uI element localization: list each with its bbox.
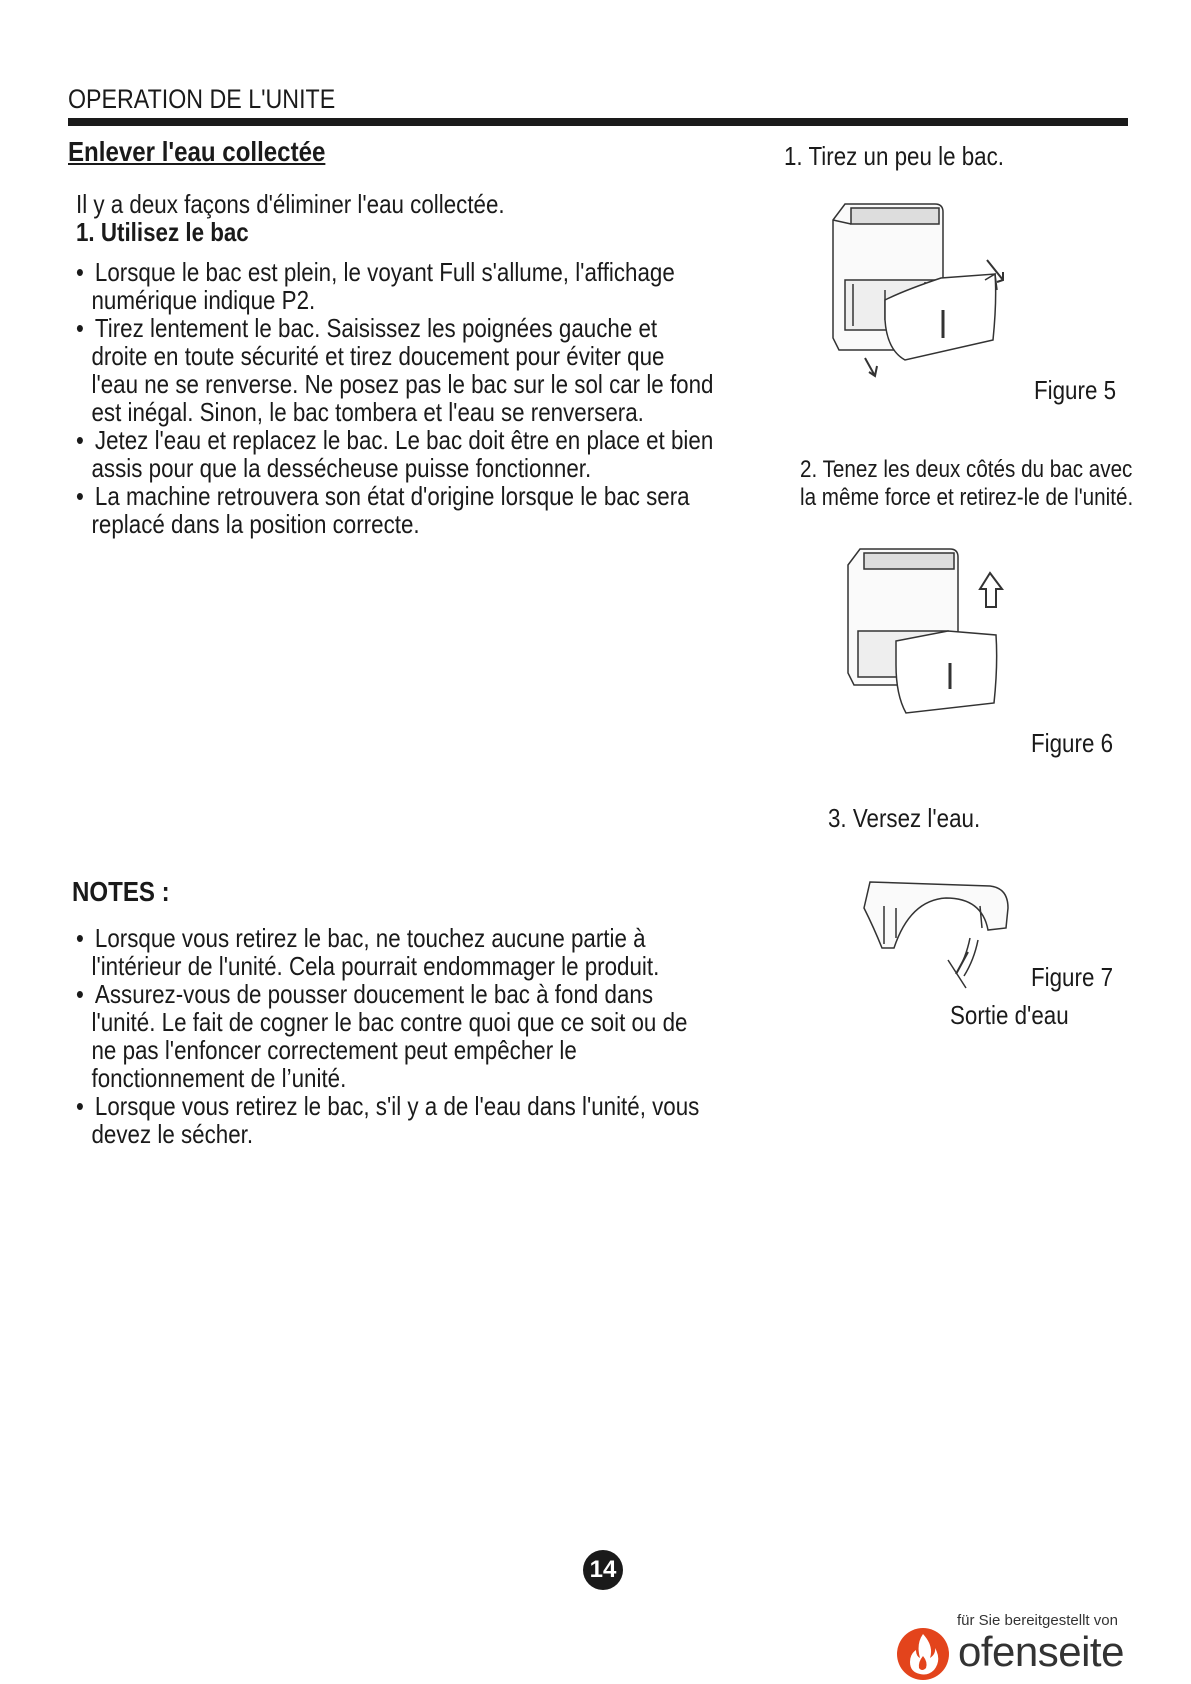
figure-7-label: Figure 7 [1031, 962, 1114, 992]
figure-7-illustration [860, 878, 1020, 998]
bullet-dot: • [76, 481, 84, 511]
step-1-text: 1. Tirez un peu le bac. [784, 141, 1005, 171]
brand-name: ofenseite [958, 1628, 1124, 1675]
flame-logo-icon [894, 1626, 952, 1682]
page-number: 14 [583, 1550, 623, 1590]
water-outlet-label: Sortie d'eau [950, 1000, 1069, 1030]
list-item: • Lorsque vous retirez le bac, ne touchez aucune partie à l'intérieur de l'unité. Cela pourrait endommager le produit. [76, 923, 660, 981]
figure-5-illustration [825, 200, 1025, 380]
bullet-dot: • [76, 313, 84, 343]
bullet-dot: • [76, 923, 84, 953]
figure-5-label: Figure 5 [1034, 375, 1117, 405]
bullet-dot: • [76, 257, 84, 287]
list-item: • Assurez-vous de pousser doucement le bac à fond dans l'unité. Le fait de cogner le bac contre quoi que ce soit ou de ne pas l'enfoncer correctement peut empêcher le fonctionnement de l’unité. [76, 979, 688, 1093]
step-3-text: 3. Versez l'eau. [828, 803, 981, 833]
page-title: Enlever l'eau collectée [68, 136, 326, 167]
bullet-dot: • [76, 425, 84, 455]
figure-6-illustration [840, 545, 1020, 715]
list-item: • Jetez l'eau et replacez le bac. Le bac doit être en place et bien assis pour que la dessécheuse puisse fonctionner. [76, 425, 714, 483]
list-item: • La machine retrouvera son état d'origine lorsque le bac sera replacé dans la position correcte. [76, 481, 690, 539]
instruction-list [76, 258, 713, 538]
section-header: OPERATION DE L'UNITE [68, 84, 336, 114]
step-2-text: 2. Tenez les deux côtés du bac avec la même force et retirez-le de l'unité. [800, 456, 1134, 511]
header-rule [68, 118, 1128, 126]
notes-title: NOTES : [72, 876, 170, 907]
list-item: • Lorsque le bac est plein, le voyant Full s'allume, l'affichage numérique indique P2. [76, 257, 675, 315]
list-item: • Lorsque vous retirez le bac, s'il y a de l'eau dans l'unité, vous devez le sécher. [76, 1091, 700, 1149]
notes-list [76, 924, 699, 1148]
intro-line: Il y a deux façons d'éliminer l'eau collectée. [76, 189, 505, 219]
bullet-dot: • [76, 979, 84, 1009]
provided-by-text: für Sie bereitgestellt von [957, 1612, 1118, 1629]
bullet-dot: • [76, 1091, 84, 1121]
figure-6-label: Figure 6 [1031, 728, 1114, 758]
intro [76, 190, 505, 246]
list-item: • Tirez lentement le bac. Saisissez les poignées gauche et droite en toute sécurité et tirez doucement pour éviter que l'eau ne se renverse. Ne posez pas le bac sur le sol car le fond est inégal. Sinon, le bac tombera et l'eau se renversera. [76, 313, 714, 427]
method-heading: 1. Utilisez le bac [76, 217, 249, 247]
